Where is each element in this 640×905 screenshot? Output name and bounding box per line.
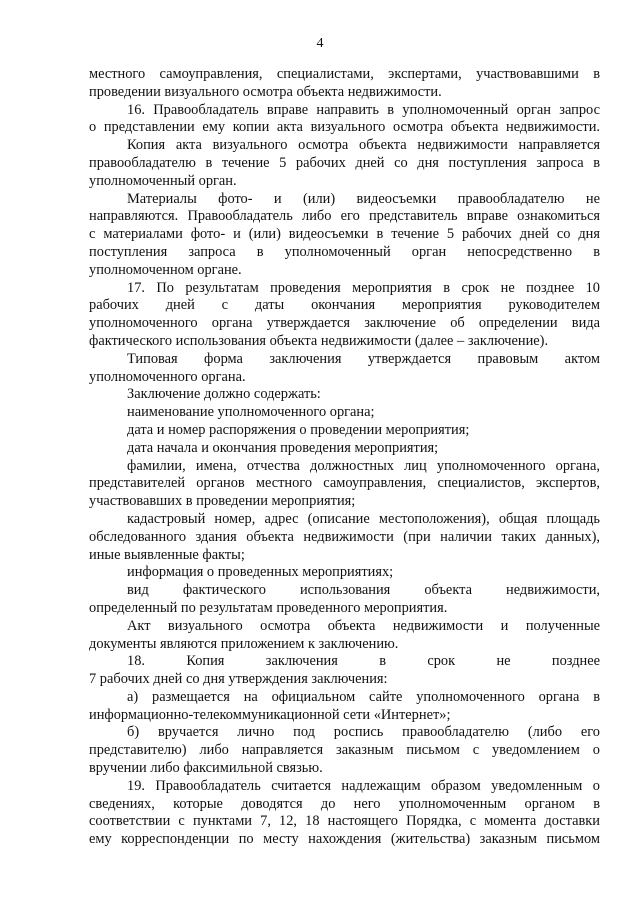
- text-line: местного самоуправления, специалистами, экспертами, участвовавшими в: [89, 66, 600, 82]
- text-line: вручении либо факсимильной связью.: [89, 760, 323, 777]
- text-line: представителю) либо направляется заказным письмом с уведомлением о: [89, 742, 600, 759]
- text-line: кадастровый номер, адрес (описание местоположения), общая площадь: [127, 510, 600, 527]
- text-line: 17. По результатам проведения мероприятия в срок не позднее 10: [127, 279, 600, 296]
- text-line: сведениях, которые доводятся до него уполномоченным органом в: [89, 795, 600, 812]
- text-line: участвовавших в проведении мероприятия;: [89, 493, 356, 510]
- text-line: наименование уполномоченного органа;: [127, 404, 375, 421]
- text-line: поступления запроса в уполномоченный орган непосредственно в: [89, 243, 600, 260]
- page-number: 4: [316, 36, 324, 51]
- text-line: уполномоченного органа.: [89, 368, 246, 385]
- text-line: уполномоченный орган.: [89, 172, 237, 189]
- text-line: документы являются приложением к заключению.: [89, 635, 399, 652]
- text-line: фамилии, имена, отчества должностных лиц уполномоченного органа,: [127, 457, 600, 474]
- text-line: Акт визуального осмотра объекта недвижимости и полученные: [127, 617, 600, 634]
- text-line: дата начала и окончания проведения мероприятия;: [127, 439, 439, 456]
- text-line: правообладателю в течение 5 рабочих дней со дня поступления запроса в: [89, 154, 600, 171]
- text-line: соответствии с пунктами 7, 12, 18 настоящего Порядка, с момента доставки: [89, 813, 600, 830]
- text-line: информация о проведенных мероприятиях;: [127, 564, 394, 581]
- text-line: направляются. Правообладатель либо его представитель вправе ознакомиться: [89, 208, 600, 225]
- document-body: [89, 66, 600, 849]
- text-line: дата и номер распоряжения о проведении мероприятия;: [127, 421, 470, 438]
- text-line: обследованного здания объекта недвижимости (при наличии таких данных),: [89, 528, 600, 545]
- text-line: вид фактического использования объекта недвижимости,: [127, 582, 600, 599]
- text-line: фактического использования объекта недвижимости (далее – заключение).: [89, 332, 549, 349]
- text-line: информационно-телекоммуникационной сети «Интернет»;: [89, 706, 451, 723]
- text-line: Типовая форма заключения утверждается правовым актом: [127, 350, 600, 367]
- text-line: о представлении ему копии акта визуального осмотра объекта недвижимости.: [89, 119, 600, 136]
- text-line: а) размещается на официальном сайте уполномоченного органа в: [127, 688, 600, 705]
- text-line: уполномоченного органа утверждается заключение об определении вида: [89, 315, 600, 332]
- text-line: б) вручается лично под роспись правообладателю (либо его: [127, 724, 600, 741]
- text-line: уполномоченном органе.: [89, 261, 242, 278]
- text-line: Заключение должно содержать:: [127, 386, 321, 403]
- text-line: рабочих дней с даты окончания мероприятия руководителем: [89, 297, 600, 314]
- text-line: 18. Копия заключения в срок не позднее: [127, 653, 600, 670]
- text-line: Материалы фото- и (или) видеосъемки правообладателю не: [127, 190, 600, 207]
- text-line: с материалами фото- и (или) видеосъемки в течение 5 рабочих дней со дня: [89, 226, 600, 243]
- text-line: ему корреспонденции по месту нахождения (жительства) заказным письмом: [89, 831, 600, 848]
- text-line: 16. Правообладатель вправе направить в уполномоченный орган запрос: [127, 101, 600, 118]
- text-line: иные выявленные факты;: [89, 546, 245, 563]
- text-line: 7 рабочих дней со дня утверждения заключения:: [89, 671, 388, 688]
- text-line: 19. Правообладатель считается надлежащим образом уведомленным о: [127, 777, 600, 794]
- text-line: определенный по результатам проведенного мероприятия.: [89, 599, 448, 616]
- text-line: представителей органов местного самоуправления, специалистов, экспертов,: [89, 475, 600, 492]
- text-line: проведении визуального осмотра объекта недвижимости.: [89, 83, 442, 100]
- text-line: Копия акта визуального осмотра объекта недвижимости направляется: [127, 137, 600, 154]
